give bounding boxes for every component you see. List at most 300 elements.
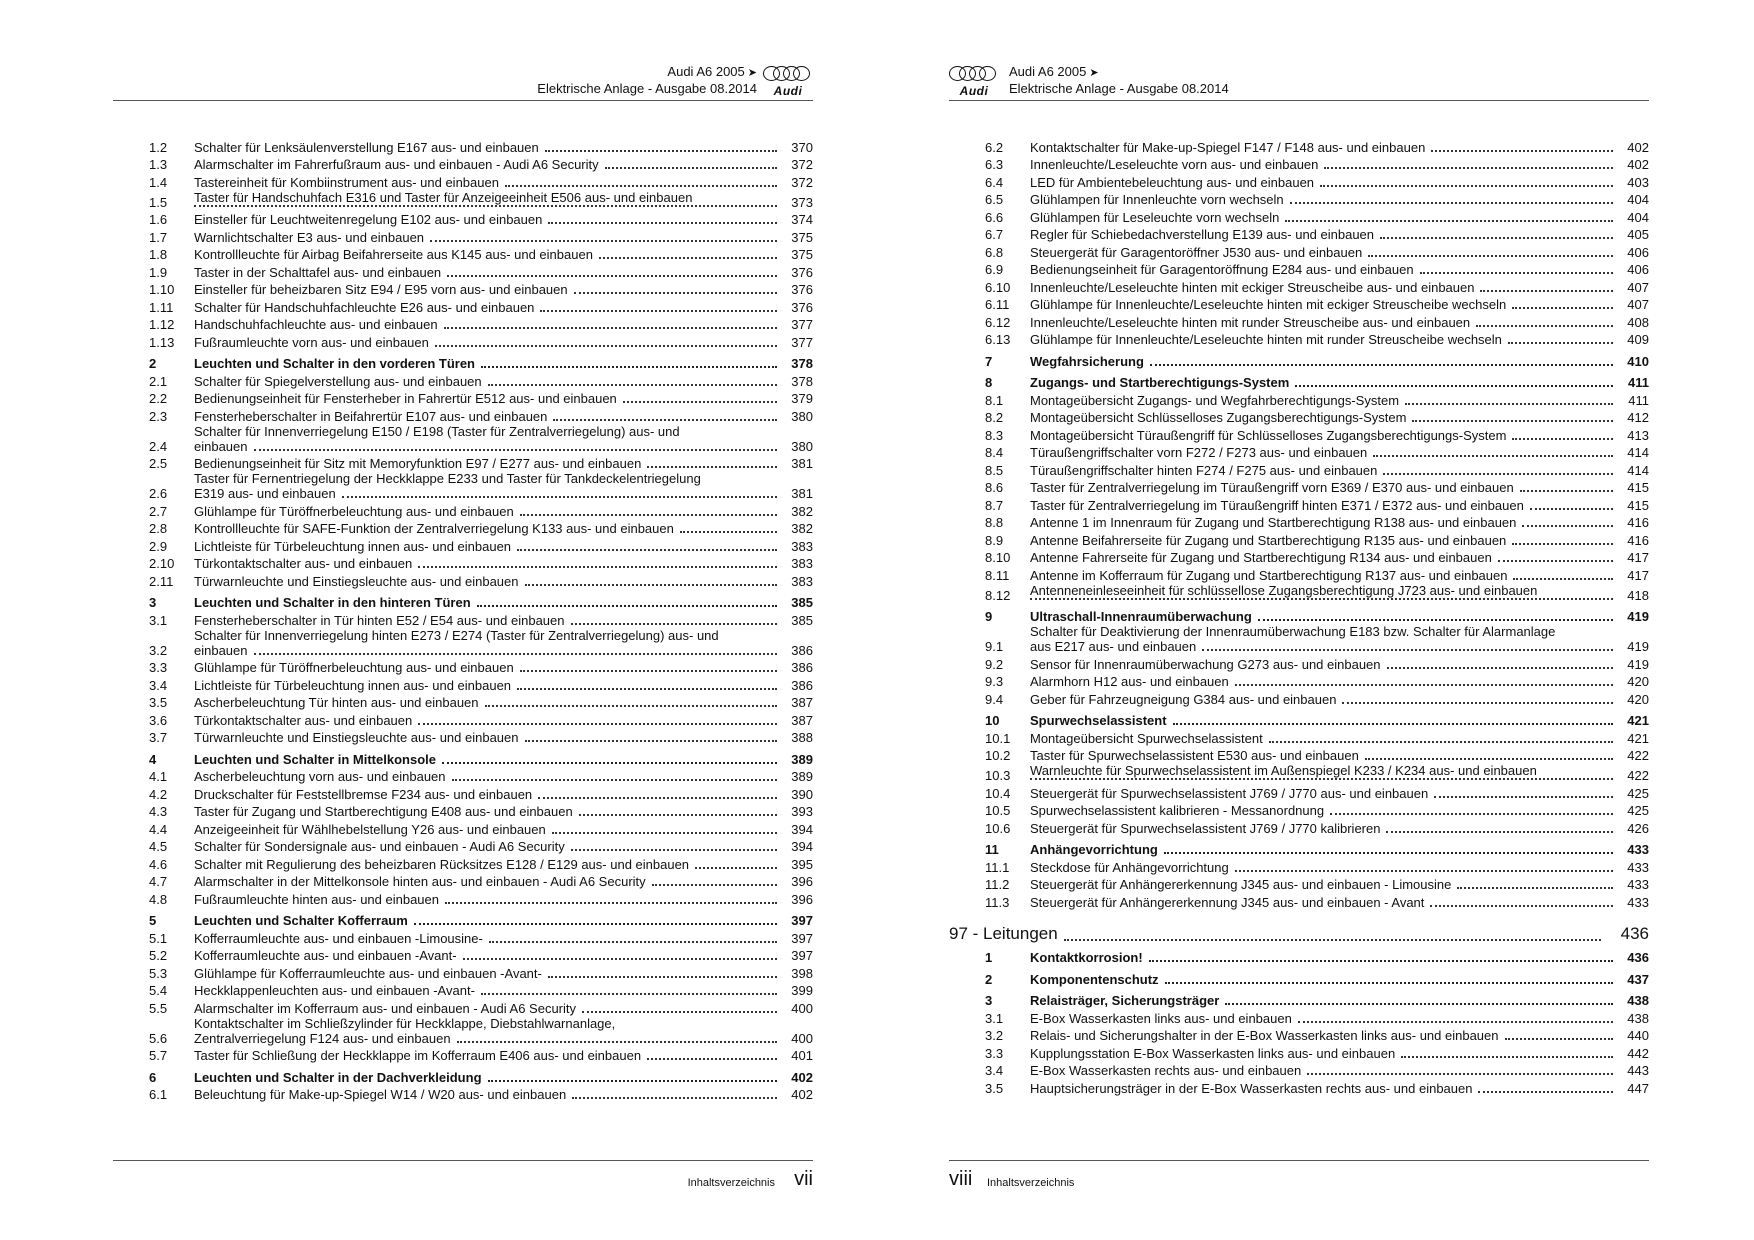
toc-entry[interactable] — [985, 763, 1649, 783]
toc-entry[interactable] — [149, 389, 813, 407]
dot-leader — [545, 150, 777, 152]
toc-title-block — [1030, 657, 1619, 672]
toc-title-block — [1030, 895, 1619, 910]
toc-title: Komponentenschutz — [1030, 971, 1159, 987]
toc-entry[interactable] — [149, 767, 813, 785]
toc-entry[interactable] — [985, 892, 1649, 910]
toc-entry[interactable] — [149, 872, 813, 890]
toc-title-block — [1030, 786, 1619, 801]
toc-section[interactable] — [985, 607, 1649, 625]
dot-leader — [414, 923, 777, 925]
toc-title-block — [194, 175, 783, 190]
toc-entry[interactable] — [149, 554, 813, 572]
toc-entry[interactable] — [149, 536, 813, 554]
toc-title: Glühlampe für Kofferraumleuchte aus- und einbauen -Avant- — [194, 965, 542, 981]
toc-title: Ascherbeleuchtung vorn aus- und einbauen — [194, 769, 446, 784]
toc-number: 3.3 — [149, 660, 168, 675]
toc-title-block — [1030, 297, 1619, 312]
dot-leader — [1150, 364, 1613, 366]
toc-number: 8.10 — [985, 550, 1011, 565]
toc-entry[interactable] — [149, 245, 813, 263]
toc-title: Leuchten und Schalter Kofferraum — [194, 913, 408, 928]
toc-title-block — [194, 265, 783, 280]
toc-page-number: 382 — [791, 503, 813, 519]
toc-page-number: 390 — [791, 786, 813, 802]
toc-title: Fensterheberschalter in Tür hinten E52 / E54 aus- und einbauen — [194, 612, 565, 628]
dot-leader — [571, 849, 777, 851]
toc-number: 6.3 — [985, 157, 1004, 172]
toc-page-number: 377 — [791, 334, 813, 350]
toc-title: Kontaktschalter im Schließzylinder für Heckklappe, Diebstahlwarnanlage, — [194, 1015, 616, 1031]
toc-entry[interactable] — [149, 928, 813, 946]
toc-entry[interactable] — [985, 495, 1649, 513]
toc-number: 3 — [985, 993, 993, 1008]
toc-entry[interactable] — [985, 277, 1649, 295]
toc-number: 6.2 — [985, 139, 1004, 155]
toc-entry[interactable] — [149, 155, 813, 173]
dot-leader — [540, 310, 777, 312]
audi-rings-icon — [763, 66, 811, 82]
toc-entry[interactable] — [985, 190, 1649, 208]
toc-title: Steuergerät für Spurwechselassistent J769 / J770 aus- und einbauen — [1030, 785, 1429, 801]
toc-number: 10.4 — [985, 785, 1011, 801]
toc-number: 5.5 — [149, 1000, 168, 1016]
toc-page-number: 402 — [1627, 139, 1649, 155]
toc-entry[interactable] — [985, 801, 1649, 819]
toc-entry[interactable] — [985, 746, 1649, 764]
toc-number: 3.4 — [985, 1063, 1004, 1078]
toc-page-number: 403 — [1627, 174, 1649, 190]
toc-entry[interactable] — [985, 1078, 1649, 1096]
toc-title-block — [194, 230, 783, 245]
toc-number: 3.1 — [149, 612, 168, 628]
dot-leader — [1505, 1038, 1614, 1040]
toc-title: Taster für Handschuhfach E316 und Taster für Anzeigeeinheit E506 aus- und einbauen — [194, 189, 693, 205]
toc-section[interactable] — [985, 840, 1649, 858]
toc-entry[interactable] — [149, 819, 813, 837]
footer-page-number: viii — [949, 1168, 973, 1190]
toc-title-block — [194, 695, 783, 710]
toc-title-continuation-line — [1030, 639, 1619, 654]
toc-page-number: 383 — [791, 538, 813, 554]
dot-leader — [1307, 1073, 1613, 1075]
toc-title: Wegfahrsicherung — [1030, 353, 1144, 369]
toc-number: 6.5 — [985, 192, 1004, 207]
toc-page-number: 370 — [791, 139, 813, 155]
toc-entry[interactable] — [149, 454, 813, 472]
toc-title-block — [194, 521, 783, 536]
toc-number: 6.12 — [985, 314, 1011, 330]
toc-number: 10 — [985, 713, 1000, 728]
toc-entry[interactable] — [149, 371, 813, 389]
toc-title: Fußraumleuchte hinten aus- und einbauen — [194, 891, 439, 907]
toc-title-block — [194, 839, 783, 854]
toc-entry[interactable] — [985, 1008, 1649, 1026]
toc-page-number: 387 — [791, 695, 813, 710]
toc-title-block — [1030, 763, 1619, 783]
dot-leader — [488, 1080, 777, 1082]
toc-title: Relais- und Sicherungshalter in der E-Box Wasserkasten links aus- und einbauen — [1030, 1028, 1499, 1043]
toc-entry[interactable] — [149, 501, 813, 519]
toc-number: 8.1 — [985, 392, 1004, 408]
toc-entry[interactable] — [149, 710, 813, 728]
dot-leader — [1431, 150, 1613, 152]
toc-entry[interactable] — [985, 260, 1649, 278]
toc-number: 4.6 — [149, 856, 168, 872]
toc-section[interactable] — [149, 749, 813, 767]
toc-entry[interactable] — [985, 1026, 1649, 1044]
dot-leader — [1520, 490, 1613, 492]
toc-entry[interactable] — [985, 875, 1649, 893]
toc-section[interactable] — [985, 351, 1649, 369]
toc-title-block — [194, 948, 783, 963]
toc-entry[interactable] — [985, 443, 1649, 461]
toc-entry[interactable] — [149, 406, 813, 424]
toc-page-number: 380 — [791, 408, 813, 424]
toc-title-block — [194, 504, 783, 519]
toc-title-block — [194, 1070, 783, 1085]
toc-title-block — [1030, 550, 1619, 565]
toc-entry[interactable] — [985, 242, 1649, 260]
toc-title: Alarmschalter in der Mittelkonsole hinten aus- und einbauen - Audi A6 Security — [194, 874, 646, 889]
dot-leader — [652, 884, 777, 886]
toc-page-number: 405 — [1627, 227, 1649, 242]
toc-section[interactable] — [149, 354, 813, 372]
page-header — [949, 62, 1649, 104]
toc-entry[interactable] — [149, 1085, 813, 1103]
toc-title: Lichtleiste für Türbeleuchtung innen aus- und einbauen — [194, 677, 512, 693]
toc-title-block — [194, 556, 783, 571]
toc-page-number: 383 — [791, 556, 813, 571]
toc-entry[interactable] — [149, 172, 813, 190]
toc-title-block — [194, 769, 783, 784]
toc-title-block — [194, 874, 783, 889]
toc-page-number: 376 — [791, 264, 813, 280]
toc-entry[interactable] — [985, 818, 1649, 836]
toc-title: Glühlampe für Türöffnerbeleuchtung aus- und einbauen — [194, 503, 514, 519]
toc-entry[interactable] — [985, 857, 1649, 875]
toc-number: 2 — [149, 356, 157, 371]
toc-entry[interactable] — [149, 190, 813, 210]
audi-logo — [763, 66, 813, 100]
toc-title: Türwarnleuchte und Einstiegsleuchte aus- und einbauen — [194, 573, 519, 589]
toc-page-number: 414 — [1627, 445, 1649, 460]
toc-section[interactable] — [985, 948, 1649, 966]
toc-title-block — [194, 931, 783, 946]
dot-leader — [1165, 982, 1613, 984]
toc-entry[interactable] — [149, 946, 813, 964]
table-of-contents — [149, 137, 813, 1102]
toc-entry[interactable] — [985, 330, 1649, 348]
toc-title: Handschuhfachleuchte aus- und einbauen — [194, 317, 438, 332]
toc-entry[interactable] — [149, 610, 813, 628]
toc-number: 1.3 — [149, 157, 168, 172]
toc-entry[interactable] — [149, 1046, 813, 1064]
toc-number: 8.11 — [985, 567, 1010, 583]
toc-number: 10.6 — [985, 820, 1011, 836]
toc-title-block — [1030, 877, 1619, 892]
toc-title: Innenleuchte/Leseleuchte vorn aus- und einbauen — [1030, 157, 1319, 172]
toc-number: 1.7 — [149, 229, 168, 245]
toc-entry[interactable] — [985, 548, 1649, 566]
toc-entry[interactable] — [149, 210, 813, 228]
dot-leader — [1149, 960, 1613, 962]
toc-title-block — [194, 787, 783, 802]
toc-title: Taster für Spurwechselassistent E530 aus- und einbauen — [1030, 748, 1359, 763]
toc-title: Glühlampen für Innenleuchte vorn wechseln — [1030, 192, 1284, 207]
toc-page-number: 402 — [791, 1087, 813, 1102]
audi-rings-icon — [949, 66, 997, 82]
toc-entry[interactable] — [985, 783, 1649, 801]
toc-entry[interactable] — [985, 565, 1649, 583]
toc-entry[interactable] — [985, 654, 1649, 672]
toc-page-number: 411 — [1628, 375, 1649, 390]
toc-number: 6.1 — [149, 1087, 168, 1102]
toc-entry[interactable] — [985, 530, 1649, 548]
dot-leader — [481, 993, 777, 995]
toc-title-block — [1030, 713, 1619, 728]
dot-leader — [1387, 667, 1613, 669]
dot-leader — [1324, 167, 1613, 169]
toc-page-number: 421 — [1627, 713, 1649, 728]
toc-entry[interactable] — [149, 981, 813, 999]
toc-title-block — [194, 140, 783, 155]
toc-entry[interactable] — [985, 408, 1649, 426]
toc-title-block — [194, 822, 783, 837]
toc-title-block — [194, 356, 783, 371]
toc-number: 4.5 — [149, 839, 168, 854]
toc-title: Schalter für Sondersignale aus- und einbauen - Audi A6 Security — [194, 839, 565, 854]
toc-entry[interactable] — [985, 137, 1649, 155]
toc-page-number: 413 — [1627, 427, 1649, 443]
toc-number: 11.3 — [985, 894, 1010, 910]
toc-number: 8.12 — [985, 587, 1011, 603]
toc-number: 1.4 — [149, 174, 168, 190]
toc-title: Glühlampe für Türöffnerbeleuchtung aus- und einbauen — [194, 660, 514, 675]
toc-title: Geber für Fahrzeugneigung G384 aus- und einbauen — [1030, 691, 1337, 707]
toc-entry[interactable] — [149, 332, 813, 350]
toc-section[interactable] — [149, 593, 813, 611]
toc-title: Bedienungseinheit für Sitz mit Memoryfunktion E97 / E277 aus- und einbauen — [194, 456, 642, 471]
toc-section[interactable] — [985, 711, 1649, 729]
toc-title: Schalter für Lenksäulenverstellung E167 aus- und einbauen — [194, 139, 539, 155]
toc-title-continuation: aus E217 aus- und einbauen — [1030, 639, 1197, 654]
dot-leader — [582, 1011, 777, 1013]
toc-title: Montageübersicht Türaußengriff für Schlüsselloses Zugangsberechtigungs-System — [1030, 427, 1507, 443]
toc-section[interactable] — [985, 991, 1649, 1009]
toc-title-block — [1030, 140, 1619, 155]
toc-title: Lichtleiste für Türbeleuchtung innen aus- und einbauen — [194, 538, 512, 554]
toc-chapter[interactable] — [949, 922, 1649, 944]
dot-leader — [1401, 1056, 1613, 1058]
toc-entry[interactable] — [149, 784, 813, 802]
dot-leader — [488, 384, 777, 386]
toc-page-number: 401 — [791, 1048, 813, 1063]
footer-page-number: vii — [794, 1168, 813, 1190]
dot-leader — [254, 653, 778, 655]
toc-title-block — [1030, 245, 1619, 260]
toc-number: 2.4 — [149, 438, 168, 454]
toc-page-number: 404 — [1627, 192, 1649, 207]
toc-number: 6 — [149, 1069, 157, 1085]
toc-entry[interactable] — [149, 658, 813, 676]
dot-leader — [1064, 939, 1601, 941]
toc-title: Kontrollleuchte für SAFE-Funktion der Zentralverriegelung K133 aus- und einbauen — [194, 521, 674, 536]
toc-page-number: 417 — [1627, 567, 1649, 583]
toc-entry[interactable] — [985, 624, 1649, 654]
toc-entry[interactable] — [149, 889, 813, 907]
toc-title: Anzeigeeinheit für Wählhebelstellung Y26 aus- und einbauen — [194, 821, 546, 837]
toc-title: Kupplungsstation E-Box Wasserkasten links aus- und einbauen — [1030, 1045, 1396, 1061]
toc-entry[interactable] — [985, 1043, 1649, 1061]
toc-number: 10.1 — [985, 730, 1011, 746]
toc-entry[interactable] — [985, 583, 1649, 603]
toc-entry[interactable] — [149, 628, 813, 658]
dot-leader — [1380, 237, 1613, 239]
toc-number: 10.2 — [985, 748, 1011, 763]
toc-number: 4.3 — [149, 804, 168, 819]
toc-entry[interactable] — [985, 155, 1649, 173]
toc-title-block — [194, 1048, 783, 1063]
toc-page-number: 420 — [1627, 674, 1649, 689]
toc-title-block — [1030, 568, 1619, 583]
toc-number: 5.4 — [149, 983, 168, 998]
toc-number: 2 — [985, 971, 993, 987]
toc-entry[interactable] — [985, 1061, 1649, 1079]
toc-title: Fensterheberschalter in Beifahrertür E107 aus- und einbauen — [194, 408, 548, 424]
toc-title-block — [194, 317, 783, 332]
toc-title-block — [1030, 1028, 1619, 1043]
toc-entry[interactable] — [985, 312, 1649, 330]
dot-leader — [1225, 1003, 1613, 1005]
toc-entry[interactable] — [149, 471, 813, 501]
arrow-icon: ➤ — [1089, 67, 1099, 79]
toc-entry[interactable] — [149, 297, 813, 315]
dot-leader — [489, 941, 777, 943]
toc-entry[interactable] — [985, 513, 1649, 531]
toc-entry[interactable] — [985, 425, 1649, 443]
toc-page-number: 440 — [1627, 1028, 1649, 1043]
toc-title-block — [1030, 175, 1619, 190]
toc-entry[interactable] — [149, 998, 813, 1016]
toc-entry[interactable] — [149, 227, 813, 245]
toc-title: Antenne Fahrerseite für Zugang und Startberechtigung R134 aus- und einbauen — [1030, 550, 1492, 565]
toc-title: Antenne Beifahrerseite für Zugang und Startberechtigung R135 aus- und einbauen — [1030, 532, 1507, 548]
toc-page-number: 410 — [1627, 353, 1649, 369]
toc-entry[interactable] — [985, 689, 1649, 707]
toc-entry[interactable] — [149, 280, 813, 298]
toc-page-number: 399 — [791, 983, 813, 998]
toc-number: 2.2 — [149, 391, 168, 406]
toc-title: Spurwechselassistent kalibrieren - Messanordnung — [1030, 803, 1325, 818]
toc-section[interactable] — [149, 911, 813, 929]
toc-entry[interactable] — [985, 672, 1649, 690]
toc-entry[interactable] — [149, 693, 813, 711]
dot-leader — [680, 531, 777, 533]
toc-entry[interactable] — [149, 963, 813, 981]
toc-number: 8.5 — [985, 462, 1004, 478]
toc-entry[interactable] — [149, 1016, 813, 1046]
toc-title-block — [194, 157, 783, 172]
toc-title-block — [1030, 262, 1619, 277]
toc-title: Hauptsicherungsträger in der E-Box Wasserkasten rechts aus- und einbauen — [1030, 1080, 1473, 1096]
toc-number: 5 — [149, 913, 157, 928]
toc-entry[interactable] — [149, 675, 813, 693]
dot-leader — [1030, 778, 1613, 780]
toc-entry[interactable] — [985, 460, 1649, 478]
toc-entry[interactable] — [149, 424, 813, 454]
toc-entry[interactable] — [985, 172, 1649, 190]
toc-title-continuation-line — [1030, 778, 1619, 783]
toc-number: 3 — [149, 595, 157, 610]
toc-number: 5.2 — [149, 948, 168, 963]
footer-label: Inhaltsverzeichnis — [687, 1177, 775, 1189]
dot-leader — [1513, 578, 1613, 580]
toc-number: 8.4 — [985, 445, 1004, 460]
toc-number: 2.8 — [149, 521, 168, 536]
toc-section[interactable] — [985, 969, 1649, 987]
toc-number: 1.10 — [149, 282, 175, 297]
dot-leader — [1030, 598, 1613, 600]
toc-title-block — [1030, 972, 1619, 987]
toc-title: Taster für Fernentriegelung der Heckklappe E233 und Taster für Tankdeckelentriegelung — [194, 471, 701, 486]
toc-entry[interactable] — [149, 519, 813, 537]
toc-entry[interactable] — [149, 262, 813, 280]
toc-entry[interactable] — [149, 837, 813, 855]
dot-leader — [444, 327, 777, 329]
toc-entry[interactable] — [985, 207, 1649, 225]
toc-entry[interactable] — [149, 728, 813, 746]
toc-entry[interactable] — [149, 315, 813, 333]
toc-entry[interactable] — [985, 390, 1649, 408]
toc-title: Leuchten und Schalter in Mittelkonsole — [194, 751, 436, 767]
toc-number: 8.9 — [985, 532, 1004, 548]
toc-page-number: 433 — [1627, 877, 1649, 892]
toc-section[interactable] — [985, 373, 1649, 391]
toc-page-number: 385 — [791, 595, 813, 610]
toc-title: Sensor für Innenraumüberwachung G273 aus- und einbauen — [1030, 656, 1381, 672]
toc-title: Heckklappenleuchten aus- und einbauen -Avant- — [194, 983, 475, 998]
audi-logo — [949, 66, 999, 100]
toc-title-block — [1030, 803, 1619, 818]
toc-title-block — [1030, 515, 1619, 530]
toc-entry[interactable] — [149, 137, 813, 155]
toc-entry[interactable] — [985, 225, 1649, 243]
toc-entry[interactable] — [149, 854, 813, 872]
toc-title-block — [194, 374, 783, 389]
toc-title: Leuchten und Schalter in den hinteren Türen — [194, 595, 471, 610]
toc-entry[interactable] — [985, 295, 1649, 313]
dot-leader — [457, 1041, 777, 1043]
toc-entry[interactable] — [149, 802, 813, 820]
toc-entry[interactable] — [985, 728, 1649, 746]
toc-page-number: 376 — [791, 282, 813, 297]
toc-title-block — [194, 628, 783, 658]
toc-entry[interactable] — [149, 571, 813, 589]
toc-title: Türkontaktschalter aus- und einbauen — [194, 712, 413, 728]
toc-page-number: 419 — [1627, 609, 1649, 624]
toc-number: 9.4 — [985, 691, 1004, 707]
toc-title-block — [1030, 533, 1619, 548]
toc-title-block — [1030, 674, 1619, 689]
toc-title: Leuchten und Schalter in der Dachverkleidung — [194, 1069, 482, 1085]
toc-title-block — [1030, 748, 1619, 763]
toc-title: Steckdose für Anhängevorrichtung — [1030, 859, 1229, 875]
toc-section[interactable] — [149, 1067, 813, 1085]
dot-leader — [442, 762, 777, 764]
toc-entry[interactable] — [985, 478, 1649, 496]
toc-title-continuation: E319 aus- und einbauen — [194, 486, 336, 501]
